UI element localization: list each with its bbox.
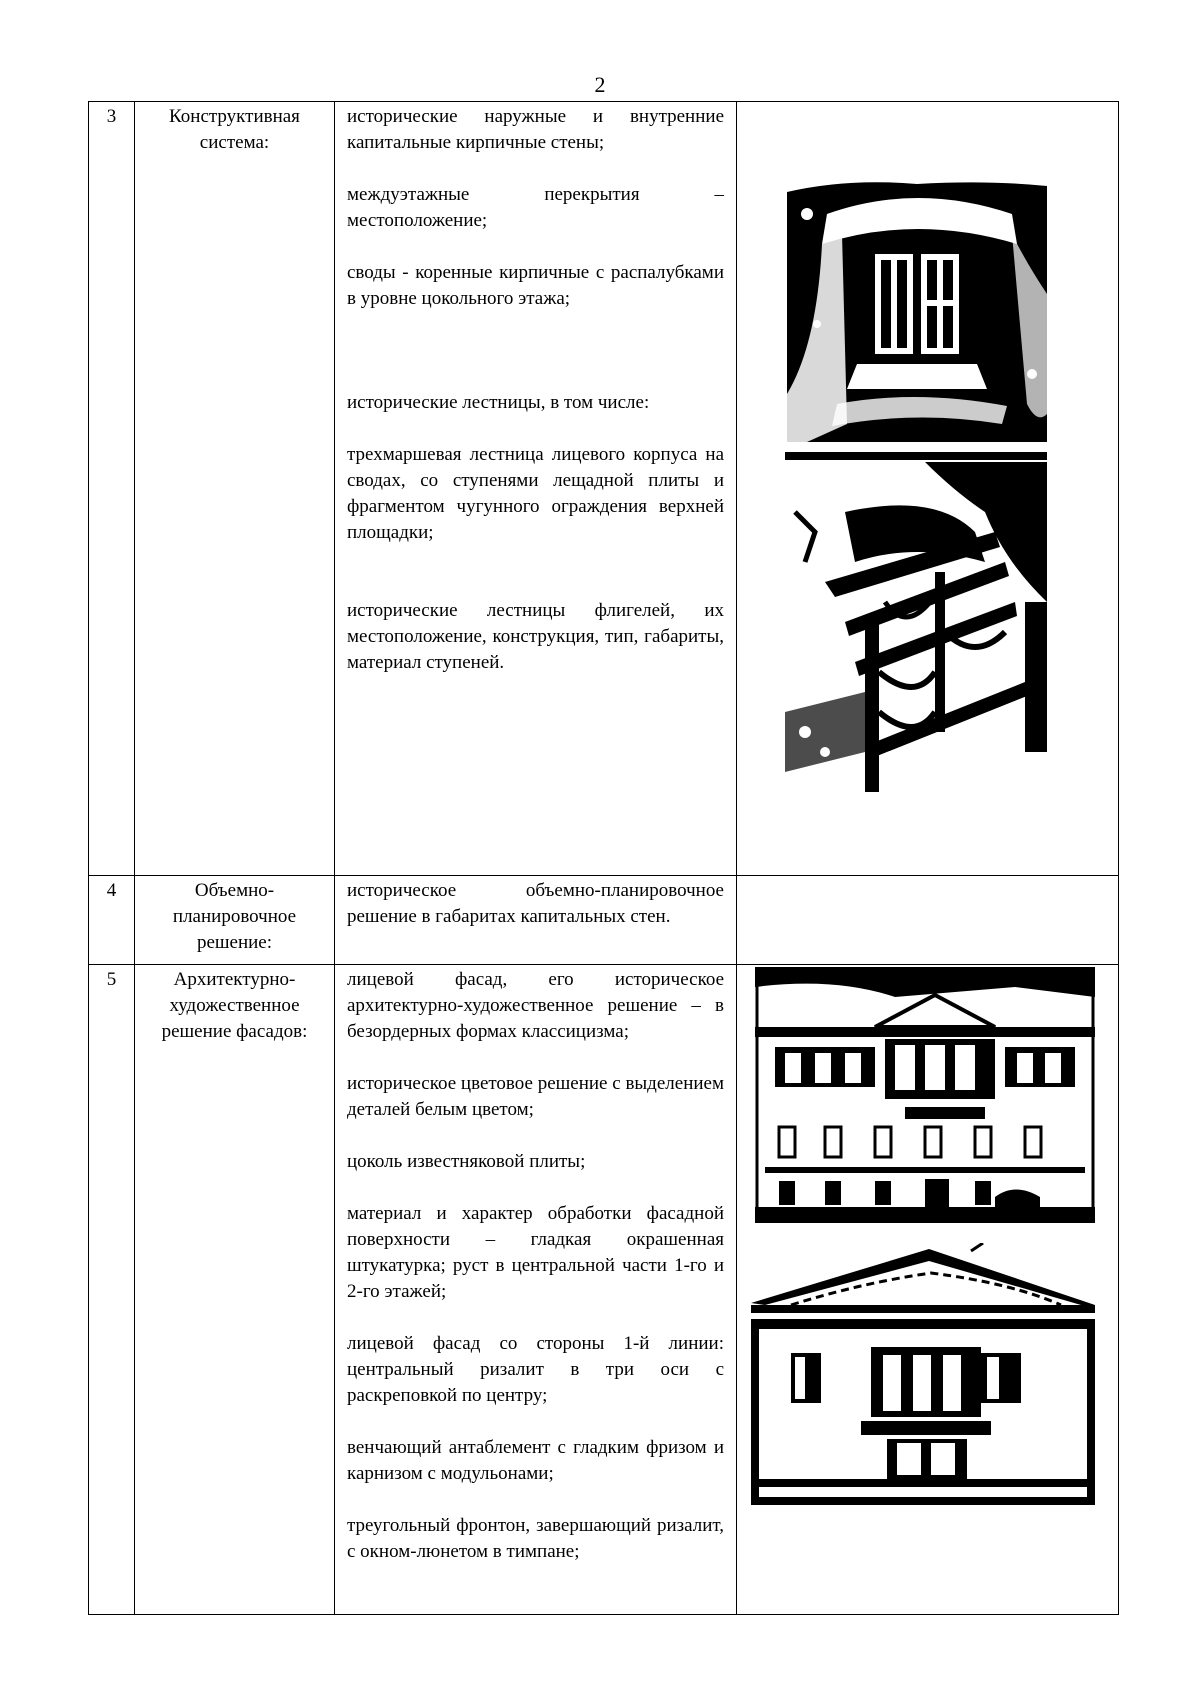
photo-cell: [737, 102, 1119, 876]
table-row: [89, 102, 1119, 876]
list-item: историческое объемно-планировочное решение в габаритах капитальных стен.: [347, 880, 724, 927]
row-description: [335, 965, 737, 1615]
row-description: [335, 102, 737, 876]
list-item: материал и характер обработки фасадной поверхности – гладкая окрашенная штукатурка; руст в центральной части 1-го и 2-го этажей;: [347, 1203, 724, 1302]
list-item: исторические лестницы флигелей, их местоположение, конструкция, тип, габариты, материал ступеней.: [347, 600, 724, 673]
row-category: Архитектурно-художественное решение фасадов:: [135, 965, 335, 1615]
list-item: междуэтажные перекрытия – местоположение;: [347, 184, 724, 231]
list-item: лицевой фасад со стороны 1-й линии: центральный ризалит в три оси с раскреповкой по центру;: [347, 1333, 724, 1406]
list-item: своды - коренные кирпичные с распалубками в уровне цокольного этажа;: [347, 262, 724, 309]
photo-cell: [737, 965, 1119, 1615]
monument-subject-table: [88, 101, 1119, 1615]
table-row: [89, 965, 1119, 1615]
photo-cell: [737, 876, 1119, 965]
row-number: 4: [89, 876, 135, 965]
list-item: трехмаршевая лестница лицевого корпуса на сводах, со ступенями лещадной плиты и фрагментом чугунного ограждения верхней площадки;: [347, 444, 724, 543]
vault-window-photo: [787, 174, 1047, 442]
table-row: [89, 876, 1119, 965]
pediment-photo: [751, 1243, 1095, 1505]
list-item: треугольный фронтон, завершающий ризалит, с окном-люнетом в тимпане;: [347, 1515, 724, 1562]
list-item: цоколь известняковой плиты;: [347, 1151, 586, 1172]
facade-photo: [755, 967, 1095, 1223]
list-item: историческое цветовое решение с выделением деталей белым цветом;: [347, 1073, 724, 1120]
list-item: лицевой фасад, его историческое архитектурно-художественное решение – в безордерных формах классицизма;: [347, 969, 724, 1042]
page-number: 2: [594, 72, 606, 97]
list-item: исторические наружные и внутренние капитальные кирпичные стены;: [347, 106, 724, 153]
list-item: исторические лестницы, в том числе:: [347, 392, 650, 413]
row-category: Объемно-планировочное решение:: [135, 876, 335, 965]
row-description: [335, 876, 737, 965]
staircase-photo: [785, 452, 1047, 792]
row-number: 3: [89, 102, 135, 876]
list-item: венчающий антаблемент с гладким фризом и карнизом с модульонами;: [347, 1437, 724, 1484]
row-category: Конструктивная система:: [135, 102, 335, 876]
row-number: 5: [89, 965, 135, 1615]
